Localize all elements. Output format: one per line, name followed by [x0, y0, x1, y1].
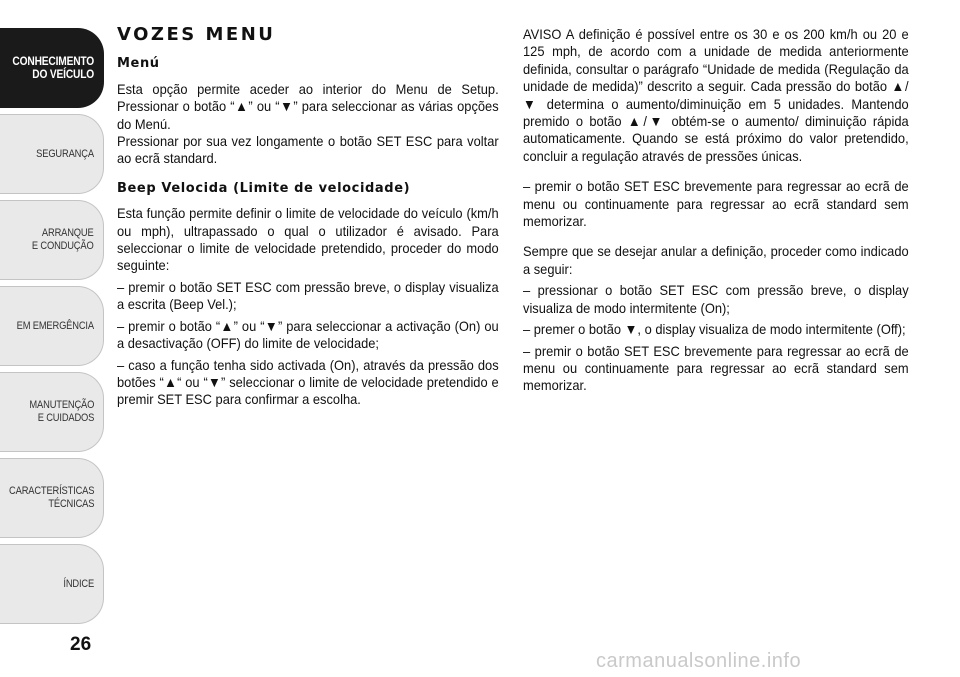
tab-manutencao-e-cuidados[interactable] [0, 372, 104, 452]
page-number: 26 [70, 634, 92, 655]
section-title: VOZES MENU [117, 24, 276, 45]
right-column [523, 26, 909, 395]
tab-label: ÍNDICE [63, 577, 94, 590]
tab-label: CONHECIMENTO DO VEÍCULO [12, 54, 94, 81]
menu-heading: Menú [117, 56, 160, 72]
tab-label: SEGURANÇA [36, 147, 94, 160]
beep-paragraph-4: – caso a função tenha sido activada (On), através da pressão dos botões “▲“ ou “▼” seleccionar o limite de velocidade pretendido e premir SET ESC para confirmar a escolha. [117, 356, 499, 408]
menu-paragraph-2: Pressionar por sua vez longamente o botão SET ESC para voltar ao ecrã standard. [117, 133, 499, 167]
menu-paragraph-1: Esta opção permite aceder ao interior do Menu de Setup. Pressionar o botão “▲” ou “▼” para seleccionar as várias opções do Menú. [117, 80, 499, 132]
right-paragraph-6: – premir o botão SET ESC brevemente para regressar ao ecrã de menu ou continuamente para regressar ao ecrã standard sem memorizar. [523, 342, 909, 394]
section-sidebar [0, 28, 104, 630]
tab-label: CARACTERÍSTICAS TÉCNICAS [8, 485, 94, 510]
beep-paragraph-2: – premir o botão SET ESC com pressão breve, o display visualiza a escrita (Beep Vel.); [117, 278, 499, 313]
tab-label: ARRANQUE E CONDUÇÃO [32, 227, 94, 252]
tab-caracteristicas-tecnicas[interactable] [0, 458, 104, 538]
tab-em-emergencia[interactable] [0, 286, 104, 366]
tab-arranque-e-conducao[interactable] [0, 200, 104, 280]
right-paragraph-3: Sempre que se desejar anular a definição, proceder como indicado a seguir: [523, 243, 909, 277]
tab-label: MANUTENÇÃO E CUIDADOS [29, 399, 94, 424]
tab-seguranca[interactable] [0, 114, 104, 194]
tab-conhecimento-do-veiculo[interactable] [0, 28, 104, 108]
tab-indice[interactable] [0, 544, 104, 624]
beep-heading: Beep Velocida (Limite de velocidade) [117, 180, 411, 196]
aviso-paragraph: AVISO A definição é possível entre os 30 e os 200 km/h ou 20 e 125 mph, de acordo com a unidade de medida anteriormente definida, consultar o parágrafo “Unidade de medida (Regulação da unidade de medida)” descrito a seguir. Cada pressão do botão ▲/▼ determina o aumento/diminuição em 5 unidades. Mantendo premido o botão ▲/▼ obtém-se o aumento/ diminuição rápida automaticamente. Quando se está próximo do valor pretendido, concluir a regulação através de pressões únicas. [523, 26, 909, 164]
right-paragraph-2: – premir o botão SET ESC brevemente para regressar ao ecrã de menu ou continuamente para regressar ao ecrã standard sem memorizar. [523, 178, 909, 230]
right-paragraph-5: – premer o botão ▼, o display visualiza de modo intermitente (Off); [523, 321, 906, 338]
left-column [117, 26, 499, 409]
beep-paragraph-3: – premir o botão “▲” ou “▼” para seleccionar a activação (On) ou a desactivação (OFF) do limite de velocidade; [117, 317, 499, 352]
beep-paragraph-1: Esta função permite definir o limite de velocidade do veículo (km/h ou mph), ultrapassado o qual o utilizador é avisado. Para seleccionar o limite de velocidade pretendido, proceder do modo seguinte: [117, 205, 499, 274]
right-paragraph-4: – pressionar o botão SET ESC com pressão breve, o display visualiza de modo intermitente (On); [523, 282, 909, 316]
tab-label: EM EMERGÊNCIA [16, 319, 94, 332]
watermark: carmanualsonline.info [596, 650, 802, 672]
